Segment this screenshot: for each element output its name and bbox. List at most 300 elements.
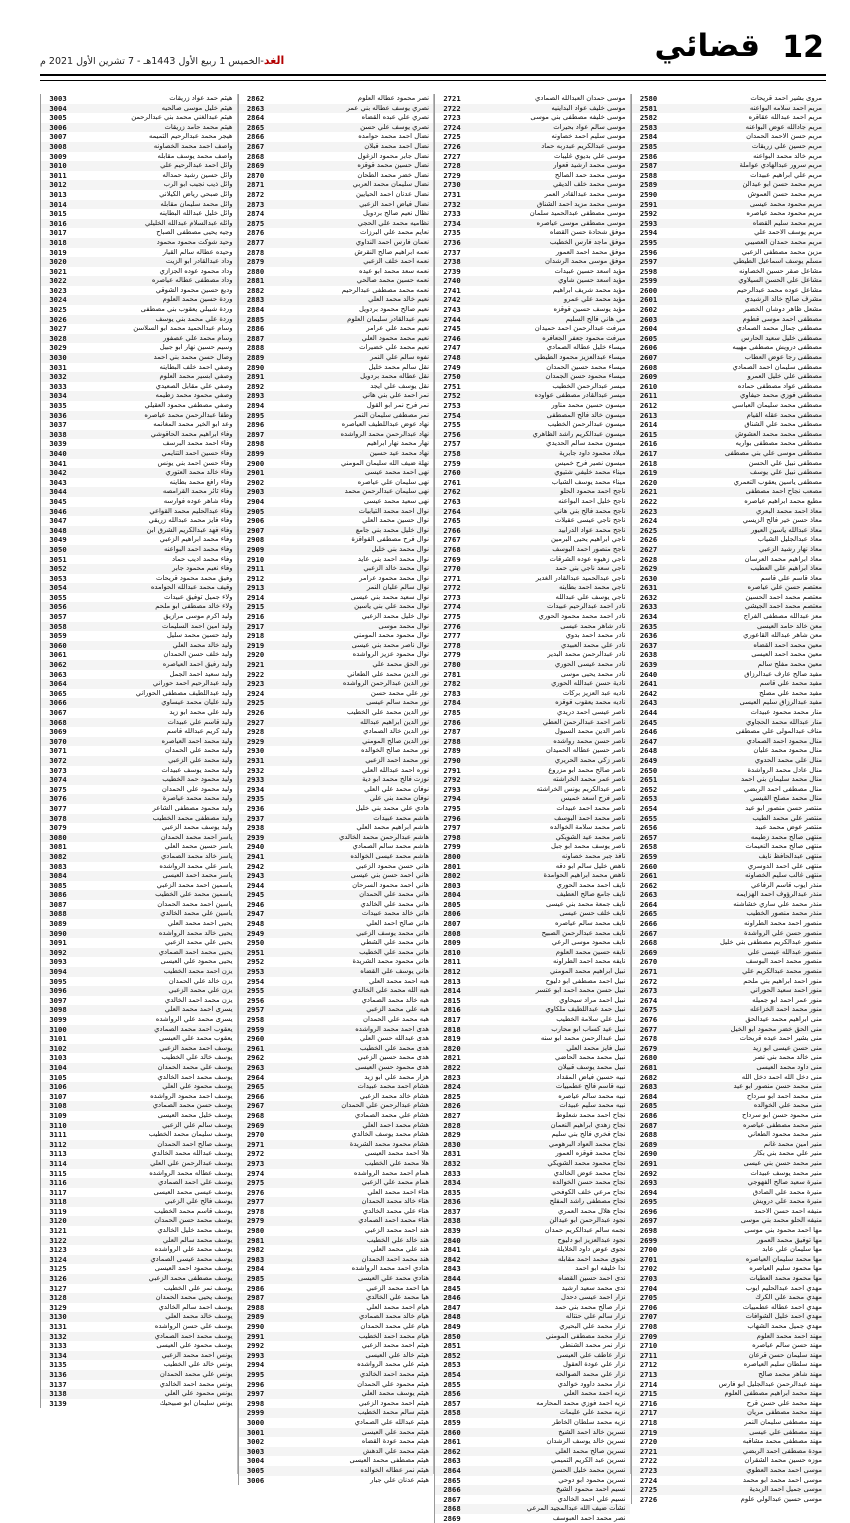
- roster-entry: [631, 794, 827, 804]
- entry-name: نايف احمد محمد الحوري: [556, 880, 626, 889]
- entry-name: مفيد عبدالرزاق سليم العيسى: [739, 698, 822, 707]
- roster-entry: [238, 727, 434, 737]
- entry-name: نعيم محمد محمود العلي: [361, 333, 429, 342]
- entry-name: هيثم محمد عودة القضاه: [361, 1437, 429, 1446]
- entry-number: 2599: [631, 276, 666, 286]
- entry-name: منتهى صالح محمد النعيمات: [745, 842, 822, 851]
- entry-number: 2914: [238, 593, 273, 603]
- roster-entry: [434, 1245, 630, 1255]
- entry-number: 2756: [434, 430, 469, 440]
- entry-number: 3131: [40, 1322, 75, 1332]
- entry-number: 2847: [434, 1303, 469, 1313]
- entry-name: نور الدين محمد علي الطعاني: [347, 669, 429, 678]
- entry-name: ناجي سعد ناجي بني حمد: [555, 564, 626, 573]
- roster-entry: [434, 535, 630, 545]
- roster-entry: [631, 1111, 827, 1121]
- roster-entry: [631, 1380, 827, 1390]
- roster-entry: [238, 497, 434, 507]
- entry-number: 2588: [631, 171, 666, 181]
- entry-name: نوفان محمد علي العلي: [364, 784, 429, 793]
- roster-entry: [631, 1053, 827, 1063]
- entry-number: 2664: [631, 900, 666, 910]
- roster-entry: [238, 228, 434, 238]
- roster-entry: [631, 276, 827, 286]
- entry-name: هيثم عبدالله علي الصمادي: [354, 1417, 429, 1426]
- entry-number: 3017: [40, 228, 75, 238]
- entry-name: مريم احمد عبدالله عقاقره: [748, 113, 822, 122]
- roster-entry: [238, 526, 434, 536]
- entry-number: 3072: [40, 756, 75, 766]
- roster-entry: [238, 209, 434, 219]
- roster-entry: [631, 1015, 827, 1025]
- roster-column: [433, 94, 630, 1523]
- entry-number: 2725: [434, 132, 469, 142]
- roster-entry: [434, 468, 630, 478]
- entry-name: وليد محمود مصطفى الشاعر: [152, 803, 233, 812]
- entry-number: 2890: [238, 363, 273, 373]
- entry-name: مها توفيق محمد العمور: [756, 1235, 822, 1244]
- roster-entry: [434, 794, 630, 804]
- roster-entry: [40, 909, 237, 919]
- entry-number: 2936: [238, 804, 273, 814]
- roster-entry: [631, 1159, 827, 1169]
- entry-name: ناجي ابراهيم يحيى البرمين: [550, 535, 626, 544]
- roster-entry: [238, 564, 434, 574]
- roster-entry: [40, 977, 237, 987]
- roster-entry: [434, 679, 630, 689]
- entry-number: 3003: [238, 1447, 273, 1457]
- entry-number: 2710: [631, 1341, 666, 1351]
- roster-entry: [238, 516, 434, 526]
- roster-entry: [238, 737, 434, 747]
- entry-name: وائل ذيب نجيب ابو الرب: [163, 180, 233, 189]
- entry-name: منير امين محمد غانم: [763, 1139, 822, 1148]
- roster-entry: [434, 286, 630, 296]
- roster-entry: [434, 507, 630, 517]
- entry-number: 2811: [434, 957, 469, 967]
- entry-name: منيفه احمد حسن الاحمد: [754, 1206, 822, 1215]
- roster-entry: [238, 487, 434, 497]
- entry-number: 3136: [40, 1370, 75, 1380]
- entry-name: هناء احمد محمد العلي: [367, 1187, 429, 1196]
- roster-entry: [40, 152, 237, 162]
- roster-entry: [40, 200, 237, 210]
- entry-number: 2745: [434, 324, 469, 334]
- roster-entry: [434, 228, 630, 238]
- entry-name: نوزت فالح محمد ابو دية: [362, 775, 429, 784]
- roster-entry: [40, 996, 237, 1006]
- entry-number: 2691: [631, 1159, 666, 1169]
- roster-entry: [434, 756, 630, 766]
- roster-entry: [238, 1188, 434, 1198]
- entry-name: وائل حسين رشيد حمداله: [162, 170, 233, 179]
- entry-name: وسيم حسين نهار ابو جبيل: [159, 343, 233, 352]
- page-number: 12: [782, 30, 824, 65]
- entry-number: 2913: [238, 583, 273, 593]
- entry-name: يوسف احمد محمود الرواشده: [150, 1091, 233, 1100]
- entry-name: مؤيد اسعد حسين شاوي: [558, 276, 626, 285]
- entry-name: منال محمود احمد الصمادي: [746, 736, 822, 745]
- entry-name: منى داود محمد العيسى: [756, 1062, 822, 1071]
- entry-number: 2699: [631, 1236, 666, 1246]
- entry-number: 2652: [631, 785, 666, 795]
- roster-entry: [434, 622, 630, 632]
- entry-number: 2782: [434, 679, 469, 689]
- roster-entry: [631, 382, 827, 392]
- roster-entry: [631, 1264, 827, 1274]
- entry-name: يونس سليمان ابو صبيحيك: [159, 1398, 233, 1407]
- entry-number: 3105: [40, 1073, 75, 1083]
- entry-name: نعايم محمد علي البرزات: [360, 228, 429, 237]
- entry-number: 2685: [631, 1101, 666, 1111]
- entry-name: نظال نعيم صالح بردويل: [363, 209, 429, 218]
- roster-entry: [40, 1111, 237, 1121]
- entry-name: مها محمود محمد العطيات: [749, 1274, 822, 1283]
- entry-number: 3117: [40, 1188, 75, 1198]
- entry-name: مهدي جميل محمد الشهاب: [747, 1322, 822, 1330]
- entry-name: واصف محمد يوسف مقابله: [157, 151, 233, 160]
- entry-name: مهند احمد محمد العلوم: [756, 1331, 822, 1340]
- roster-entry: [631, 449, 827, 459]
- entry-number: 3090: [40, 929, 75, 939]
- entry-number: 3084: [40, 871, 75, 881]
- entry-name: ميسون محمد سالم الحديدي: [546, 439, 626, 448]
- roster-entry: [238, 507, 434, 517]
- roster-entry: [434, 852, 630, 862]
- entry-name: نايف جمعة محمد بني عيسى: [545, 899, 626, 908]
- entry-number: 2801: [434, 862, 469, 872]
- entry-name: نهاد محمد عيد حسين: [369, 448, 429, 457]
- entry-number: 2647: [631, 737, 666, 747]
- entry-name: نزار محمد مصطفى المومني: [545, 1331, 626, 1340]
- roster-entry: [238, 881, 434, 891]
- entry-number: 3037: [40, 420, 75, 430]
- roster-entry: [631, 612, 827, 622]
- entry-number: 2641: [631, 679, 666, 689]
- entry-number: 3115: [40, 1169, 75, 1179]
- roster-entry: [238, 602, 434, 612]
- roster-entry: [238, 689, 434, 699]
- roster-entry: [434, 1101, 630, 1111]
- entry-number: 2781: [434, 670, 469, 680]
- entry-number: 3022: [40, 276, 75, 286]
- roster-entry: [40, 890, 237, 900]
- entry-number: 3070: [40, 737, 75, 747]
- roster-entry: [631, 343, 827, 353]
- roster-entry: [238, 1207, 434, 1217]
- entry-number: 2907: [238, 526, 273, 536]
- roster-entry: [434, 449, 630, 459]
- entry-name: موسى مصطفى عبدالحميد سلمان: [529, 209, 626, 218]
- roster-entry: [434, 967, 630, 977]
- roster-entry: [40, 775, 237, 785]
- entry-name: نعمه احمد خلف الزعبي: [363, 257, 429, 266]
- entry-name: مريم احمد سلامه البواعنه: [749, 103, 822, 112]
- entry-number: 2843: [434, 1264, 469, 1274]
- entry-number: 3086: [40, 890, 75, 900]
- entry-name: مصطفى محمد عقله القيام: [746, 410, 822, 419]
- roster-entry: [40, 737, 237, 747]
- entry-number: 2860: [434, 1428, 469, 1438]
- roster-entry: [40, 1399, 237, 1409]
- roster-entry: [434, 1111, 630, 1121]
- entry-name: منى ابراهيم محمد عيدالحق: [745, 1015, 822, 1023]
- entry-number: 2964: [238, 1073, 273, 1083]
- roster-entry: [631, 650, 827, 660]
- roster-entry: [40, 1034, 237, 1044]
- entry-number: 2670: [631, 957, 666, 967]
- entry-name: منار عبدالله محمد الحجاوي: [746, 717, 822, 726]
- roster-entry: [631, 756, 827, 766]
- roster-entry: [631, 478, 827, 488]
- roster-entry: [40, 535, 237, 545]
- entry-number: 2607: [631, 353, 666, 363]
- entry-name: معتصم محمد احمد الجيشي: [744, 602, 822, 611]
- roster-entry: [238, 890, 434, 900]
- entry-number: 2978: [238, 1207, 273, 1217]
- entry-number: 2975: [238, 1178, 273, 1188]
- roster-entry: [238, 295, 434, 305]
- roster-entry: [40, 430, 237, 440]
- roster-entry: [40, 1092, 237, 1102]
- roster-entry: [631, 804, 827, 814]
- roster-entry: [631, 1456, 827, 1466]
- entry-number: 3010: [40, 161, 75, 171]
- roster-entry: [238, 1332, 434, 1342]
- entry-name: هيثم محمد حامد زريقات: [164, 122, 233, 131]
- entry-number: 3053: [40, 574, 75, 584]
- roster-entry: [238, 698, 434, 708]
- roster-entry: [631, 708, 827, 718]
- roster-entry: [40, 142, 237, 152]
- entry-name: نوال سعيد محمد بني عيسى: [350, 592, 429, 601]
- roster-entry: [434, 1149, 630, 1159]
- entry-number: 3003: [40, 94, 75, 104]
- entry-number: 2940: [238, 842, 273, 852]
- entry-name: ناجح خليل احمد البواعنه: [558, 496, 626, 505]
- roster-entry: [40, 718, 237, 728]
- entry-name: ياسين احمد محمد الحمدان: [157, 899, 233, 908]
- entry-name: مشرف صالح خالد الرشيدي: [744, 295, 822, 304]
- entry-name: هناء خالد محمد الحمدان: [361, 1197, 429, 1206]
- roster-entry: [434, 104, 630, 114]
- entry-number: 2595: [631, 238, 666, 248]
- entry-name: يوسف سليمان محمد الخطيب: [148, 1130, 233, 1139]
- entry-name: منور احمد سعيد الحوراني: [750, 986, 822, 995]
- entry-number: 2947: [238, 909, 273, 919]
- entry-name: هشام عبدالرحمن علي الحمدان: [341, 1101, 429, 1110]
- entry-name: مهند حسن سالم عياصره: [752, 1341, 822, 1350]
- entry-number: 2722: [631, 1456, 666, 1466]
- entry-name: منصور احمد محمد الطراونه: [744, 919, 822, 928]
- roster-entry: [40, 1389, 237, 1399]
- entry-number: 2580: [631, 94, 666, 104]
- roster-entry: [40, 343, 237, 353]
- entry-name: يحيى محمد احمد الصمادي: [158, 947, 233, 956]
- entry-number: 2687: [631, 1121, 666, 1131]
- entry-name: نور الدين محمد علي الخطيب: [346, 708, 429, 716]
- entry-name: نادر عبدالرحمن محمد البدير: [547, 650, 626, 659]
- entry-number: 2622: [631, 497, 666, 507]
- entry-number: 2875: [238, 219, 273, 229]
- entry-name: مريم محمد حسن العموش: [747, 189, 822, 198]
- roster-entry: [238, 775, 434, 785]
- entry-name: منى حسن عيسى ابو زيد: [752, 1043, 822, 1052]
- entry-name: منال علي محمد الحدوي: [754, 755, 822, 764]
- entry-number: 2845: [434, 1284, 469, 1294]
- roster-entry: [434, 775, 630, 785]
- entry-number: 2613: [631, 411, 666, 421]
- roster-entry: [631, 267, 827, 277]
- entry-number: 2617: [631, 449, 666, 459]
- entry-number: 2902: [238, 478, 273, 488]
- roster-entry: [40, 219, 237, 229]
- entry-name: يعقوب محمد علي العيسى: [158, 1034, 233, 1043]
- entry-name: هاني صالح احمد العلي: [366, 919, 429, 928]
- roster-entry: [631, 123, 827, 133]
- roster-entry: [434, 1447, 630, 1457]
- entry-name: نادر احمد عبدالرحيم عبيدات: [546, 602, 626, 611]
- roster-entry: [434, 1063, 630, 1073]
- entry-name: نزار نمر محمد الشنطي: [559, 1341, 626, 1350]
- roster-entry: [238, 746, 434, 756]
- entry-name: هاني محمد علي الخالدي: [360, 899, 429, 908]
- entry-number: 2690: [631, 1149, 666, 1159]
- roster-entry: [238, 718, 434, 728]
- roster-entry: [434, 833, 630, 843]
- entry-name: هشام محمد احمد العلي: [362, 1120, 429, 1129]
- entry-name: وليد محمد احمد العياصره: [161, 736, 233, 745]
- roster-entry: [238, 1341, 434, 1351]
- entry-name: نسرين محمود ابو دوحي: [558, 1475, 626, 1484]
- entry-number: 2859: [434, 1418, 469, 1428]
- entry-name: ناصر عيسى احمد دريدي: [557, 708, 626, 716]
- roster-entry: [434, 1178, 630, 1188]
- entry-name: مريم خالد محمد البواعنه: [753, 151, 822, 160]
- entry-name: نجاح محمد العواد البرهومي: [548, 1139, 626, 1148]
- roster-entry: [434, 200, 630, 210]
- entry-number: 2941: [238, 852, 273, 862]
- roster-entry: [238, 104, 434, 114]
- entry-name: مسلم يوسف اسماعيل الطيطي: [733, 257, 822, 266]
- entry-name: وداد عبدالقادر ابو الزيت: [165, 257, 233, 266]
- entry-name: ناصر احمد عبدالرحمن العطي: [542, 717, 626, 726]
- entry-number: 2591: [631, 200, 666, 210]
- entry-name: همام احمد محمد الرواشده: [353, 1168, 429, 1177]
- entry-name: هيثم محمود علي الحمدان: [357, 1379, 429, 1388]
- roster-entry: [238, 123, 434, 133]
- entry-number: 3091: [40, 938, 75, 948]
- roster-entry: [434, 602, 630, 612]
- roster-entry: [238, 343, 434, 353]
- entry-name: هاشم ابراهيم محمد العلي: [356, 823, 429, 832]
- entry-name: معاذ عبدالله ياسين العيور: [751, 525, 822, 534]
- entry-name: ميسون حسين محمد مناور: [551, 401, 626, 409]
- roster-entry: [434, 276, 630, 286]
- entry-name: نهار محمد نهار ابراهيم: [366, 439, 429, 448]
- entry-number: 3079: [40, 823, 75, 833]
- entry-name: وليد علي محمد ابو زيد: [169, 708, 233, 716]
- roster-entry: [238, 1073, 434, 1083]
- entry-name: يونس محمد احمد الخالدي: [159, 1379, 233, 1388]
- roster-entry: [40, 948, 237, 958]
- entry-number: 2871: [238, 180, 273, 190]
- entry-name: يونس علي محمد الحمدان: [159, 1369, 233, 1378]
- entry-number: 3009: [40, 152, 75, 162]
- roster-entry: [631, 1197, 827, 1207]
- entry-name: نضال حسين محمد قوقزه: [357, 161, 429, 170]
- roster-entry: [238, 1380, 434, 1390]
- entry-number: 2586: [631, 152, 666, 162]
- entry-name: نصري يوسف عطاله بني عمر: [346, 103, 429, 112]
- roster-entry: [40, 1274, 237, 1284]
- entry-name: وليد اكرم موسى مرازيق: [163, 612, 233, 621]
- roster-entry: [434, 123, 630, 133]
- entry-name: نعمه حسين محمد صالحي: [356, 276, 429, 285]
- entry-number: 3096: [40, 986, 75, 996]
- entry-name: مصطفى نبيل علي الحسن: [748, 458, 822, 467]
- entry-name: مشاعل صقر حسين الخصاونه: [738, 266, 822, 275]
- entry-number: 3120: [40, 1216, 75, 1226]
- entry-name: نوال محمد موسى: [378, 621, 429, 630]
- entry-name: وقيف محمد عبدالله الحوامده: [150, 583, 233, 592]
- roster-entry: [238, 1121, 434, 1131]
- roster-entry: [40, 631, 237, 641]
- entry-number: 2882: [238, 286, 273, 296]
- entry-number: 3029: [40, 343, 75, 353]
- roster-entry: [40, 372, 237, 382]
- entry-number: 3130: [40, 1312, 75, 1322]
- roster-entry: [434, 766, 630, 776]
- entry-number: 2897: [238, 430, 273, 440]
- entry-number: 2798: [434, 833, 469, 843]
- roster-entry: [631, 1178, 827, 1188]
- roster-entry: [434, 1236, 630, 1246]
- entry-name: وحيده عطاله سالم القيار: [162, 247, 233, 256]
- roster-entry: [631, 660, 827, 670]
- entry-number: 2865: [238, 123, 273, 133]
- entry-name: ميناء محمد خليفي شتيوي: [554, 468, 626, 477]
- roster-entry: [631, 1092, 827, 1102]
- roster-entry: [40, 1351, 237, 1361]
- entry-name: منذر عبدالرؤوف احمد الهزايمه: [736, 890, 822, 899]
- entry-number: 2651: [631, 775, 666, 785]
- entry-name: مصطفى محمد سليمان العباسي: [732, 401, 822, 409]
- roster-entry: [434, 900, 630, 910]
- entry-name: مريم حسين علي زريقات: [751, 141, 822, 150]
- roster-entry: [434, 1284, 630, 1294]
- entry-number: 2846: [434, 1293, 469, 1303]
- entry-number: 2911: [238, 564, 273, 574]
- entry-name: ولاء خالد مصطفى ابو ملحم: [155, 602, 233, 611]
- roster-entry: [434, 631, 630, 641]
- entry-number: 2704: [631, 1284, 666, 1294]
- roster-entry: [631, 564, 827, 574]
- roster-entry: [40, 449, 237, 459]
- roster-entry: [238, 1063, 434, 1073]
- entry-name: وعد ابو الخير محمد المغانمه: [153, 420, 233, 429]
- entry-number: 2969: [238, 1121, 273, 1131]
- entry-number: 3025: [40, 305, 75, 315]
- roster-entry: [40, 1312, 237, 1322]
- entry-number: 3134: [40, 1351, 75, 1361]
- roster-entry: [434, 420, 630, 430]
- roster-entry: [238, 1255, 434, 1265]
- entry-number: 2788: [434, 737, 469, 747]
- entry-number: 3046: [40, 507, 75, 517]
- entry-number: 2768: [434, 545, 469, 555]
- entry-number: 2909: [238, 545, 273, 555]
